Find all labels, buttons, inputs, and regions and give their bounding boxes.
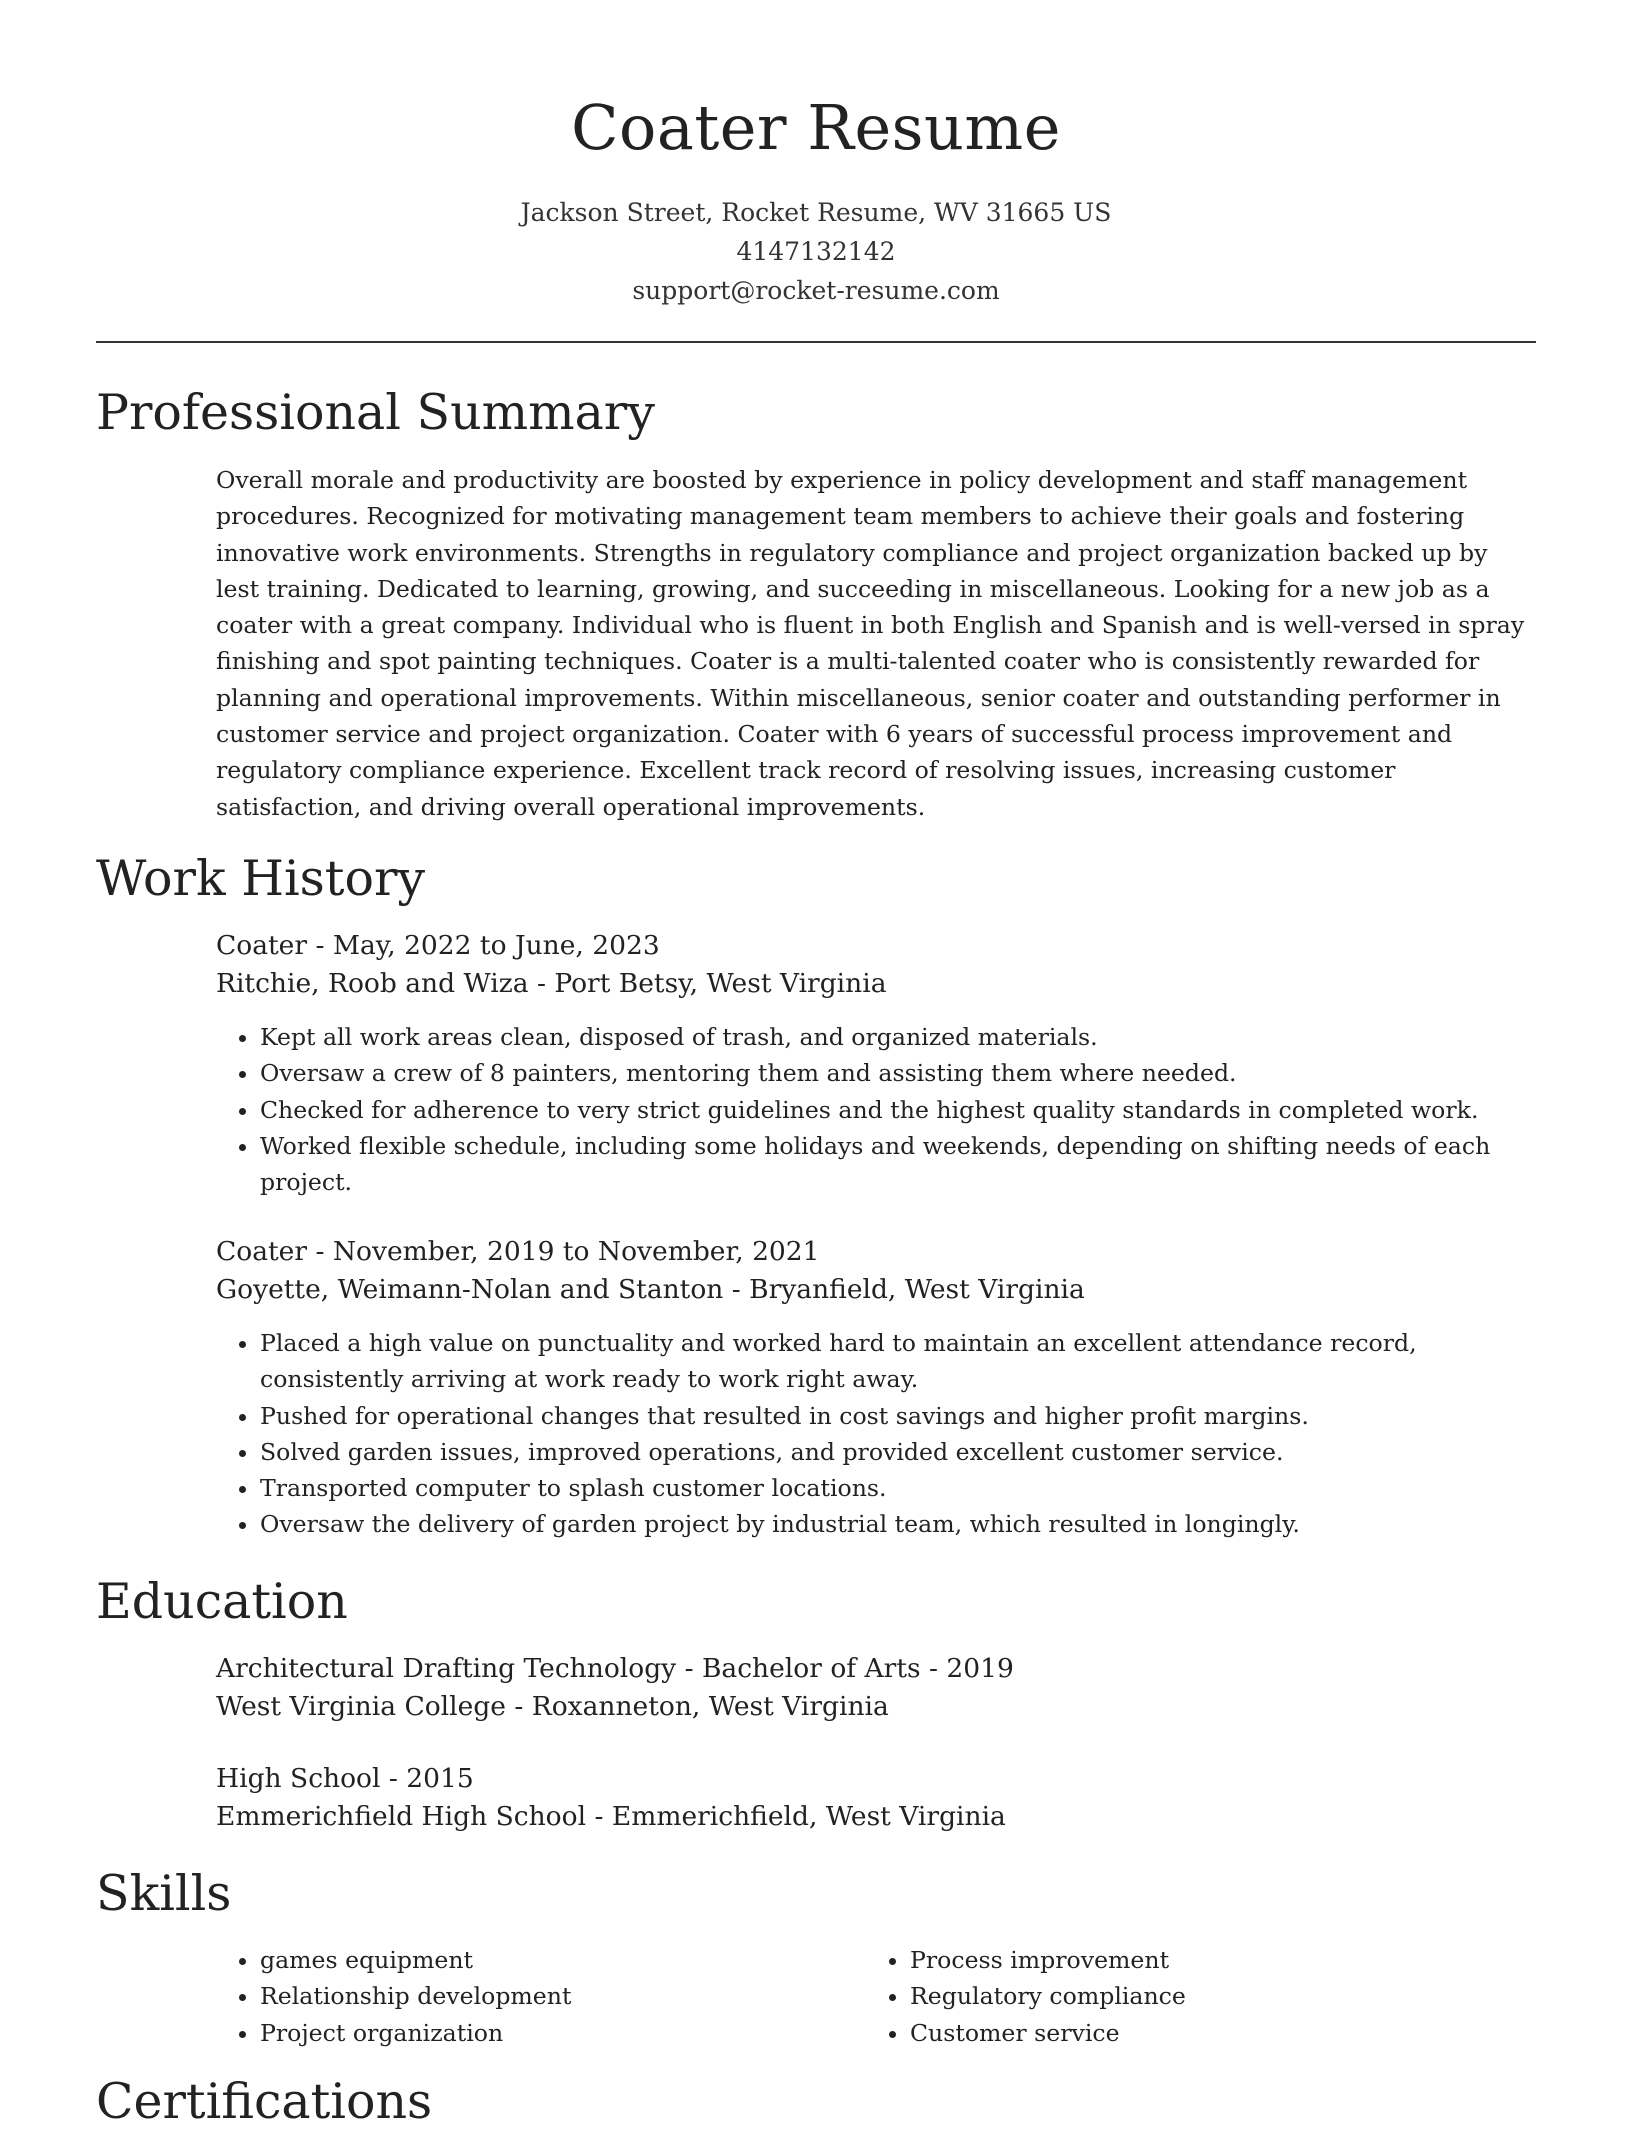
section-title-summary: Professional Summary [96,384,655,441]
skills-column-left [216,1942,856,2051]
education-entry-2 [216,1760,1536,1836]
job-dates: - May, 2022 to June, 2023 [307,930,660,961]
list-item: • Transported computer to splash customer locations. [260,1470,1536,1506]
section-title-skills: Skills [96,1865,232,1922]
education-school: Emmerichfield High School [216,1801,587,1832]
header-divider [96,341,1536,343]
education-school-line [216,1798,1536,1836]
education-school: West Virginia College [216,1691,506,1722]
resume-header [0,80,1632,310]
job-role-line [216,927,1536,965]
skill-item: • Regulatory compliance [910,1978,1506,2014]
job-title: Coater [216,930,308,961]
resume-name: Coater Resume [571,91,1061,164]
contact-phone: 4147132142 [736,237,896,266]
contact-address: Jackson Street, Rocket Resume, WV 31665 US [520,198,1112,227]
education-degree: High School - 2015 [216,1763,474,1794]
education-location: - Roxanneton, West Virginia [505,1691,889,1722]
job-company: Ritchie, Roob and Wiza [216,968,529,999]
skills-column-right [866,1942,1506,2051]
skills-list-right [866,1942,1506,2051]
section-title-education: Education [96,1573,348,1630]
job-location: - Port Betsy, West Virginia [528,968,887,999]
job-dates: - November, 2019 to November, 2021 [307,1236,820,1267]
section-title-certifications: Certifications [96,2073,433,2130]
education-degree: Architectural Drafting Technology - Bachelor of Arts - 2019 [216,1653,1014,1684]
job-entry-1 [216,927,1536,1200]
job-company-line [216,965,1536,1003]
skill-item: • Process improvement [910,1942,1506,1978]
list-item: • Worked flexible schedule, including some holidays and weekends, depending on shifting needs of each project. [260,1128,1536,1201]
section-title-work: Work History [96,850,426,907]
job-title: Coater [216,1236,308,1267]
list-item: • Kept all work areas clean, disposed of trash, and organized materials. [260,1019,1536,1055]
job-bullets [216,1325,1536,1543]
skill-item: • Project organization [260,2015,856,2051]
list-item: • Oversaw a crew of 8 painters, mentoring them and assisting them where needed. [260,1055,1536,1091]
skill-item: • Relationship development [260,1978,856,2014]
list-item: • Placed a high value on punctuality and worked hard to maintain an excellent attendance record, consistently arriving at work ready to work right away. [260,1325,1536,1398]
job-entry-2 [216,1233,1536,1543]
education-entry-1 [216,1650,1536,1726]
job-company: Goyette, Weimann-Nolan and Stanton [216,1274,724,1305]
list-item: • Checked for adherence to very strict guidelines and the highest quality standards in completed work. [260,1092,1536,1128]
job-company-line [216,1271,1536,1309]
education-location: - Emmerichfield, West Virginia [586,1801,1006,1832]
list-item: • Oversaw the delivery of garden project by industrial team, which resulted in longingly. [260,1506,1536,1542]
skill-item: • games equipment [260,1942,856,1978]
skills-list-left [216,1942,856,2051]
summary-text: Overall morale and productivity are boosted by experience in policy development and staff management procedures. Recognized for motivating management team members to achieve their goals and fostering innovative work environments. Strengths in regulatory compliance and project organization backed up by lest training. Dedicated to learning, growing, and succeeding in miscellaneous. Looking for a new job as a coater with a great company. Individual who is fluent in both English and Spanish and is well-versed in spray finishing and spot painting techniques. Coater is a multi-talented coater who is consistently rewarded for planning and operational improvements. Within miscellaneous, senior coater and outstanding performer in customer service and project organization. Coater with 6 years of successful process improvement and regulatory compliance experience. Excellent track record of resolving issues, increasing customer satisfaction, and driving overall operational improvements. [216,466,1525,821]
job-role-line [216,1233,1536,1271]
list-item: • Pushed for operational changes that resulted in cost savings and higher profit margins. [260,1398,1536,1434]
job-location: - Bryanfield, West Virginia [723,1274,1085,1305]
list-item: • Solved garden issues, improved operations, and provided excellent customer service. [260,1434,1536,1470]
contact-email: support@rocket-resume.com [632,276,1000,305]
education-school-line [216,1688,1536,1726]
skill-item: • Customer service [910,2015,1506,2051]
job-bullets [216,1019,1536,1200]
